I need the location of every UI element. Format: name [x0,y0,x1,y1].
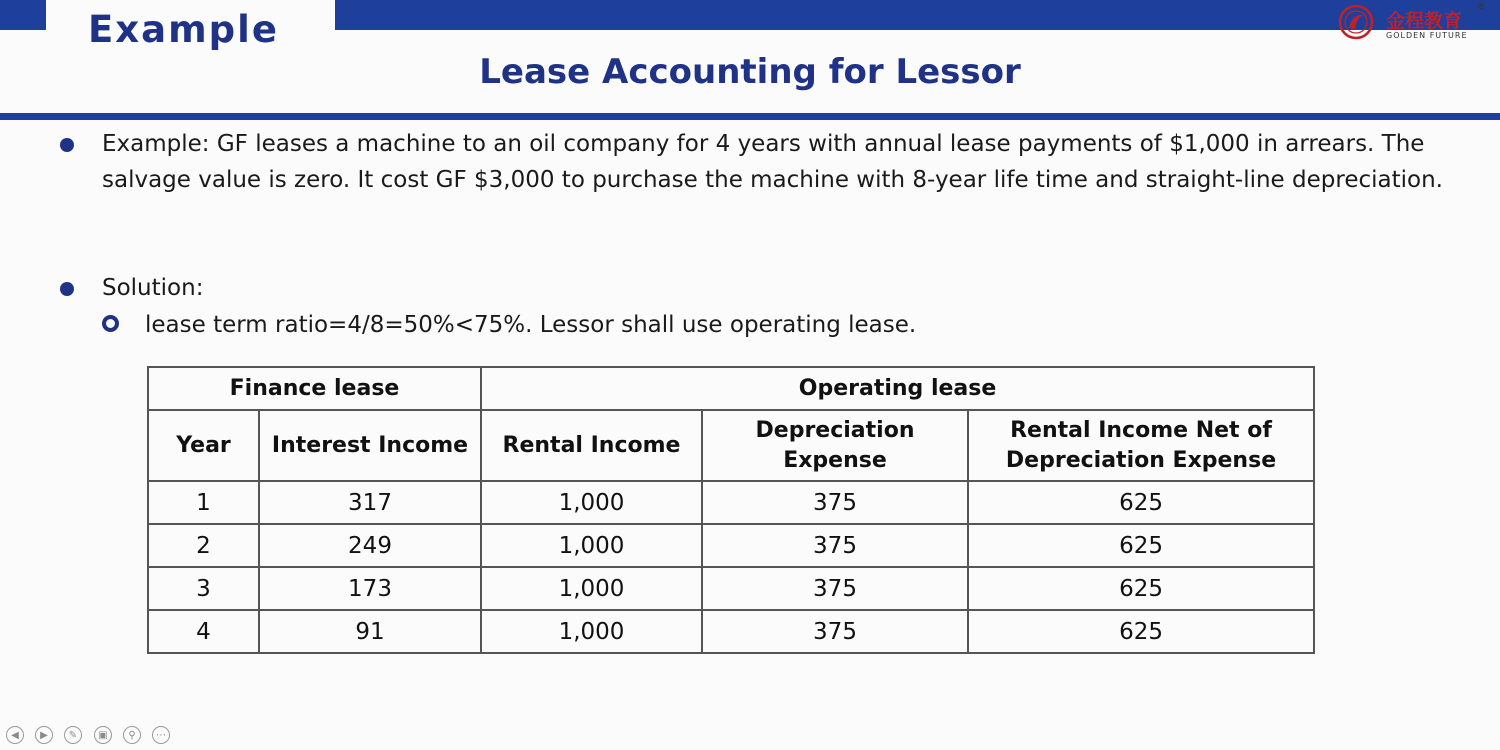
col-header-interest-income: Interest Income [259,410,481,481]
cell-interest-income: 91 [259,610,481,653]
example-tag: Example [88,8,279,51]
header-bar-right [335,0,1500,30]
cell-interest-income: 317 [259,481,481,524]
cell-year: 4 [148,610,259,653]
cell-net-income: 625 [968,481,1314,524]
col-header-depreciation-expense: Depreciation Expense [702,410,968,481]
logo-registered-mark: ® [1477,2,1486,12]
prev-icon[interactable]: ◀ [6,726,24,744]
logo-english-text: GOLDEN FUTURE [1386,31,1468,40]
group-header-operating: Operating lease [481,367,1314,410]
bullet-dot-icon [60,138,74,152]
cell-net-income: 625 [968,610,1314,653]
cell-year: 3 [148,567,259,610]
column-header-row [148,410,1314,481]
next-icon[interactable]: ▶ [35,726,53,744]
cell-depreciation: 375 [702,567,968,610]
cell-rental-income: 1,000 [481,610,702,653]
table-row [148,610,1314,653]
zoom-icon[interactable]: ⚲ [123,726,141,744]
sub-bullet-text: lease term ratio=4/8=50%<75%. Lessor shall use operating lease. [145,312,917,338]
cell-interest-income: 173 [259,567,481,610]
col-header-rental-income: Rental Income [481,410,702,481]
cell-interest-income: 249 [259,524,481,567]
cell-depreciation: 375 [702,481,968,524]
example-bullet-text: Example: GF leases a machine to an oil company for 4 years with annual lease payments of $1,000 in arrears. The salvage value is zero. It cost GF $3,000 to purchase the machine with 8-year life time and straight-line depreciation. [102,131,1443,193]
cell-depreciation: 375 [702,610,968,653]
table-row [148,567,1314,610]
header-bar-left [0,0,46,30]
logo-emblem-icon [1338,4,1374,40]
solution-bullet-text: Solution: [102,275,204,301]
bullet-dot-icon [60,282,74,296]
col-header-year: Year [148,410,259,481]
cell-rental-income: 1,000 [481,481,702,524]
cell-rental-income: 1,000 [481,524,702,567]
cell-depreciation: 375 [702,524,968,567]
sub-bullet-ring-icon [102,315,119,332]
lease-comparison-table [147,366,1315,654]
col-header-net-income: Rental Income Net of Depreciation Expense [968,410,1314,481]
company-logo [1338,4,1488,44]
group-header-row [148,367,1314,410]
cell-rental-income: 1,000 [481,567,702,610]
pen-icon[interactable]: ✎ [64,726,82,744]
logo-chinese-text: 金程教育 [1386,10,1463,32]
cell-net-income: 625 [968,567,1314,610]
group-header-finance: Finance lease [148,367,481,410]
table-row [148,481,1314,524]
slide-title: Lease Accounting for Lessor [479,52,1021,92]
cell-net-income: 625 [968,524,1314,567]
cell-year: 1 [148,481,259,524]
table-row [148,524,1314,567]
title-divider [0,113,1500,120]
more-icon[interactable]: ⋯ [152,726,170,744]
slides-icon[interactable]: ▣ [94,726,112,744]
cell-year: 2 [148,524,259,567]
